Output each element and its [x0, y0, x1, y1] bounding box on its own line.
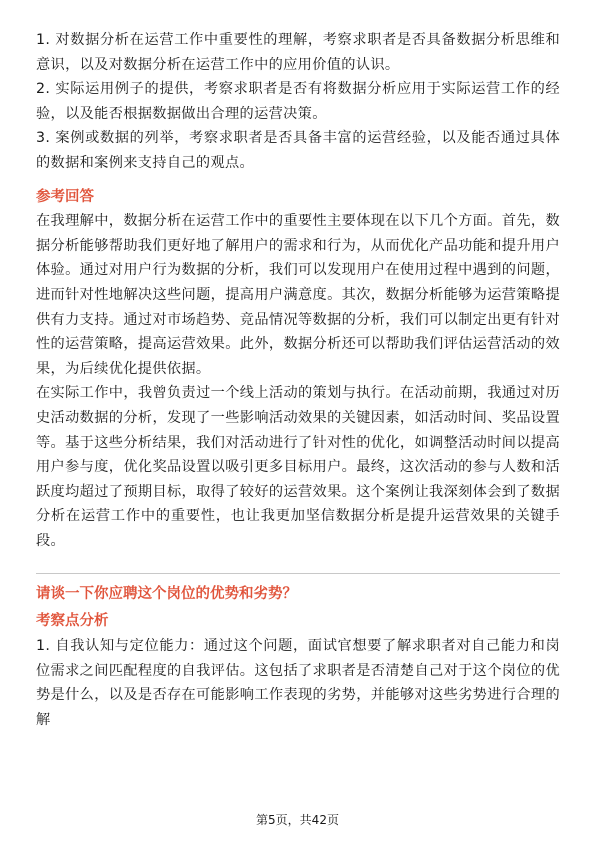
page-content — [36, 28, 560, 732]
question-title: 请谈一下你应聘这个岗位的优势和劣势？ — [36, 586, 297, 603]
exam-analysis-heading: 考察点分析 — [36, 613, 109, 630]
exam-point-1: 1. 对数据分析在运营工作中重要性的理解，考察求职者是否具备数据分析思维和意识，以及对数据分析在运营工作中的应用价值的认识。 — [36, 32, 560, 73]
exam-point-2: 2. 实际运用例子的提供，考察求职者是否有将数据分析应用于实际运营工作的经验，以及能否根据数据做出合理的运营决策。 — [36, 81, 560, 122]
reference-paragraph-1: 在我理解中，数据分析在运营工作中的重要性主要体现在以下几个方面。首先，数据分析能够帮助我们更好地了解用户的需求和行为，从而优化产品功能和提升用户体验。通过对用户行为数据的分析，我们可以发现用户在使用过程中遇到的问题，进而针对性地解决这些问题，提高用户满意度。其次，数据分析能够为运营策略提供有力支持。通过对市场趋势、竞品情况等数据的分析，我们可以制定出更有针对性的运营策略，提高运营效果。此外，数据分析还可以帮助我们评估运营活动的效果，为后续优化提供依据。 — [36, 213, 560, 377]
exam-analysis-point-1: 1. 自我认知与定位能力：通过这个问题，面试官想要了解求职者对自己能力和岗位需求之间匹配程度的自我评估。这包括了求职者是否清楚自己对于这个岗位的优势是什么，以及是否存在可能影响工作表现的劣势，并能够对这些劣势进行合理的解 — [36, 638, 560, 728]
page-footer: 第5页，共42页 — [256, 813, 339, 827]
section-divider — [36, 573, 560, 574]
exam-point-3: 3. 案例或数据的列举，考察求职者是否具备丰富的运营经验，以及能否通过具体的数据和案例来支持自己的观点。 — [36, 130, 560, 171]
reference-paragraph-2: 在实际工作中，我曾负责过一个线上活动的策划与执行。在活动前期，我通过对历史活动数据的分析，发现了一些影响活动效果的关键因素，如活动时间、奖品设置等。基于这些分析结果，我们对活动进行了针对性的优化，如调整活动时间以提高用户参与度，优化奖品设置以吸引更多目标用户。最终，这次活动的参与人数和活跃度均超过了预期目标，取得了较好的运营效果。这个案例让我深刻体会到了数据分析在运营工作中的重要性，也让我更加坚信数据分析是提升运营效果的关键手段。 — [36, 385, 560, 549]
reference-answer-heading: 参考回答 — [36, 188, 94, 205]
